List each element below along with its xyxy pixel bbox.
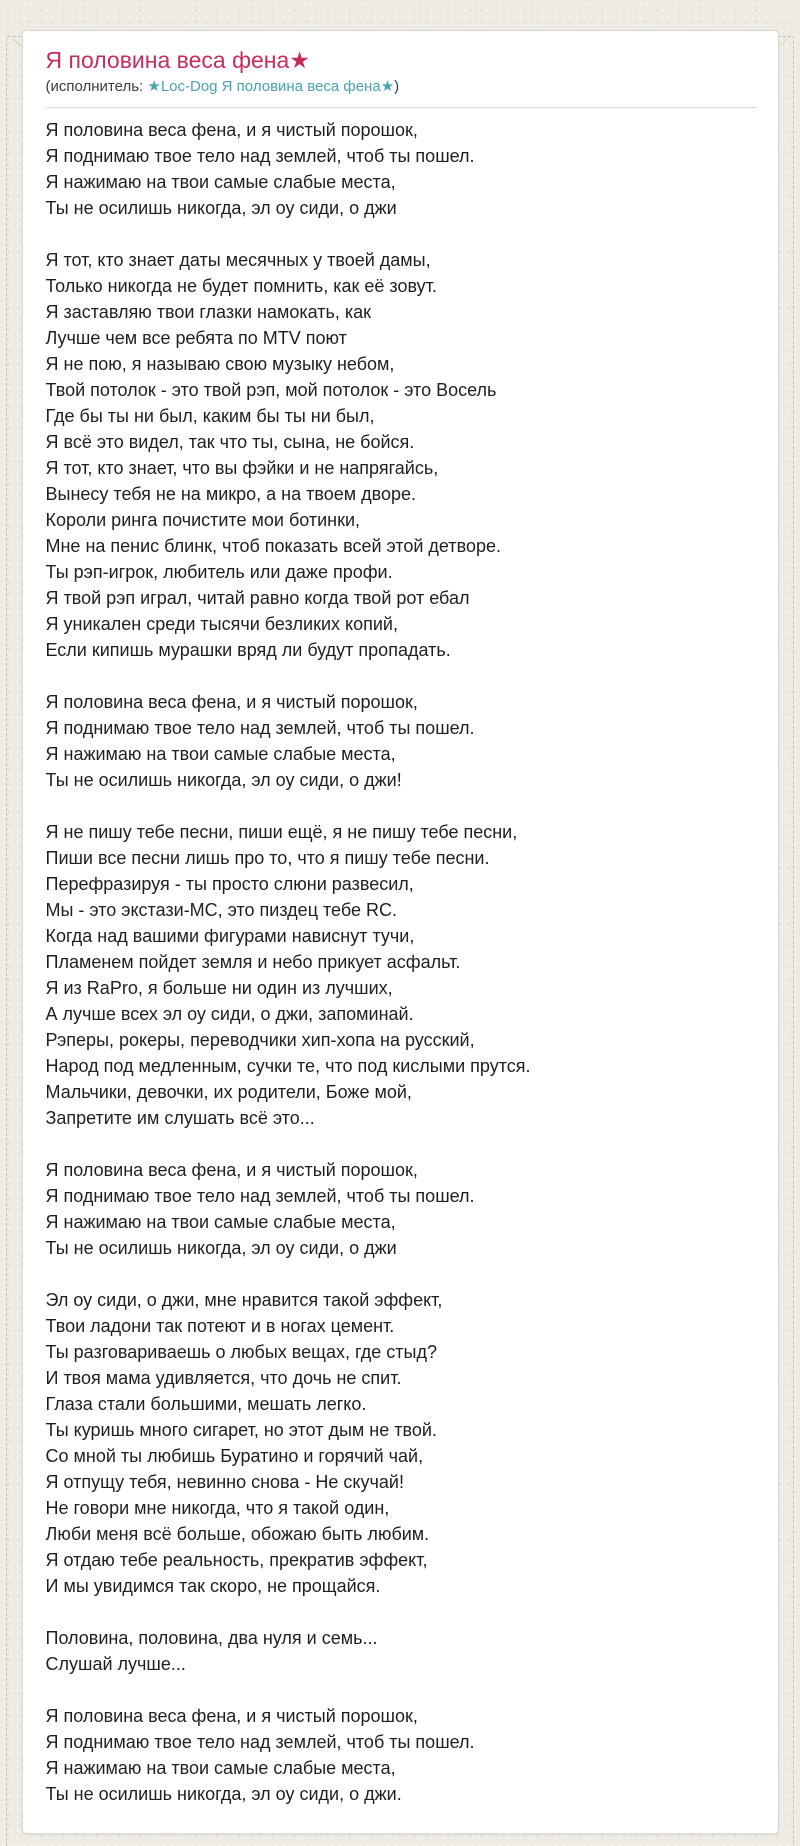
lyric-line: Вынесу тебя не на микро, а на твоем дворе. — [45, 484, 417, 504]
performer-suffix: ) — [394, 78, 400, 95]
lyric-line: Я половина веса фена, и я чистый порошок, — [45, 120, 418, 140]
lyric-line: Я нажимаю на твои самые слабые места, — [45, 172, 396, 192]
lyric-line: Я нажимаю на твои самые слабые места, — [45, 1758, 396, 1778]
lyric-line: Я отдаю тебе реальность, прекратив эффект, — [45, 1550, 428, 1570]
lyric-line: Я твой рэп играл, читай равно когда твой рот ебал — [45, 588, 470, 608]
lyric-line: Ты рэп-игрок, любитель или даже профи. — [45, 562, 393, 582]
lyric-line: Я поднимаю твое тело над землей, чтоб ты пошел. — [45, 1732, 475, 1752]
lyric-line: Где бы ты ни был, каким бы ты ни был, — [45, 406, 375, 426]
lyric-line: Только никогда не будет помнить, как её зовут. — [45, 276, 437, 296]
lyric-line: Ты куришь много сигарет, но этот дым не твой. — [45, 1420, 437, 1440]
lyric-line: Слушай лучше... — [45, 1654, 186, 1674]
lyric-line: Я поднимаю твое тело над землей, чтоб ты пошел. — [45, 1186, 475, 1206]
lyric-line: Я поднимаю твое тело над землей, чтоб ты пошел. — [45, 718, 475, 738]
lyric-line: Я половина веса фена, и я чистый порошок, — [45, 1160, 418, 1180]
lyric-line: Пламенем пойдет земля и небо прикует асфальт. — [45, 952, 461, 972]
lyric-line: Лучше чем все ребята по MTV поют — [45, 328, 347, 348]
page-title: Я половина веса фена★ — [45, 47, 310, 73]
lyric-line: Половина, половина, два нуля и семь... — [45, 1628, 378, 1648]
lyric-line: И твоя мама удивляется, что дочь не спит. — [45, 1368, 402, 1388]
lyric-line: Я не пою, я называю свою музыку небом, — [45, 354, 395, 374]
lyric-line: Люби меня всё больше, обожаю быть любим. — [45, 1524, 430, 1544]
lyric-line: Перефразируя - ты просто слюни развесил, — [45, 874, 414, 894]
lyric-line: А лучше всех эл оу сиди, о джи, запоминай. — [45, 1004, 414, 1024]
performer-line — [46, 77, 755, 97]
lyric-line: Глаза стали большими, мешать легко. — [45, 1394, 367, 1414]
lyric-stanza — [46, 689, 755, 793]
lyric-line: Твой потолок - это твой рэп, мой потолок - это Восель — [45, 380, 497, 400]
lyric-line: Народ под медленным, сучки те, что под кислыми прутся. — [45, 1056, 531, 1076]
page-background — [0, 30, 800, 1846]
lyric-line: Ты разговариваешь о любых вещах, где стыд? — [45, 1342, 437, 1362]
lyric-line: И мы увидимся так скоро, не прощайся. — [45, 1576, 381, 1596]
lyric-stanza — [46, 117, 755, 221]
lyric-line: Рэперы, рокеры, переводчики хип-хопа на русский, — [45, 1030, 475, 1050]
lyric-line: Я всё это видел, так что ты, сына, не бойся. — [45, 432, 415, 452]
lyric-line: Эл оу сиди, о джи, мне нравится такой эффект, — [45, 1290, 443, 1310]
lyric-line: Не говори мне никогда, что я такой один, — [45, 1498, 390, 1518]
lyric-line: Со мной ты любишь Буратино и горячий чай, — [45, 1446, 424, 1466]
lyric-line: Я нажимаю на твои самые слабые места, — [45, 744, 396, 764]
lyric-line: Мне на пенис блинк, чтоб показать всей этой детворе. — [45, 536, 501, 556]
lyric-line: Я половина веса фена, и я чистый порошок, — [45, 1706, 418, 1726]
lyric-line: Когда над вашими фигурами нависнут тучи, — [45, 926, 415, 946]
lyric-line: Ты не осилишь никогда, эл оу сиди, о джи! — [45, 770, 402, 790]
lyric-stanza — [46, 1703, 755, 1807]
lyric-line: Я нажимаю на твои самые слабые места, — [45, 1212, 396, 1232]
lyric-stanza — [46, 247, 755, 663]
lyric-line: Ты не осилишь никогда, эл оу сиди, о джи. — [45, 1784, 402, 1804]
lyric-line: Ты не осилишь никогда, эл оу сиди, о джи — [45, 198, 397, 218]
song-header — [46, 43, 755, 108]
lyric-line: Я тот, кто знает даты месячных у твоей дамы, — [45, 250, 431, 270]
lyric-line: Я из RaPro, я больше ни один из лучших, — [45, 978, 393, 998]
lyric-line: Я тот, кто знает, что вы фэйки и не напрягайсь, — [45, 458, 439, 478]
lyrics — [46, 117, 755, 1807]
lyric-line: Я заставляю твои глазки намокать, как — [45, 302, 372, 322]
lyric-line: Я уникален среди тысячи безликих копий, — [45, 614, 398, 634]
lyric-line: Ты не осилишь никогда, эл оу сиди, о джи — [45, 1238, 397, 1258]
lyric-line: Пиши все песни лишь про то, что я пишу тебе песни. — [45, 848, 490, 868]
lyrics-card — [22, 30, 779, 1834]
lyric-line: Я поднимаю твое тело над землей, чтоб ты пошел. — [45, 146, 475, 166]
lyric-stanza — [46, 1287, 755, 1599]
lyric-stanza — [46, 819, 755, 1131]
lyric-line: Мальчики, девочки, их родители, Боже мой, — [45, 1082, 412, 1102]
performer-link[interactable]: ★Loc-Dog Я половина веса фена★ — [147, 78, 395, 95]
lyric-line: Я половина веса фена, и я чистый порошок, — [45, 692, 418, 712]
performer-prefix: (исполнитель: — [45, 78, 148, 95]
lyric-line: Твои ладони так потеют и в ногах цемент. — [45, 1316, 395, 1336]
lyric-line: Мы - это экстази-MC, это пиздец тебе RC. — [45, 900, 397, 920]
lyric-stanza — [46, 1157, 755, 1261]
lyric-line: Я отпущу тебя, невинно снова - Не скучай! — [45, 1472, 404, 1492]
lyric-line: Запретите им слушать всё это... — [45, 1108, 315, 1128]
lyric-line: Я не пишу тебе песни, пиши ещё, я не пишу тебе песни, — [45, 822, 518, 842]
lyric-line: Короли ринга почистите мои ботинки, — [45, 510, 361, 530]
lyric-stanza — [46, 1625, 755, 1677]
lyric-line: Если кипишь мурашки вряд ли будут пропадать. — [45, 640, 451, 660]
